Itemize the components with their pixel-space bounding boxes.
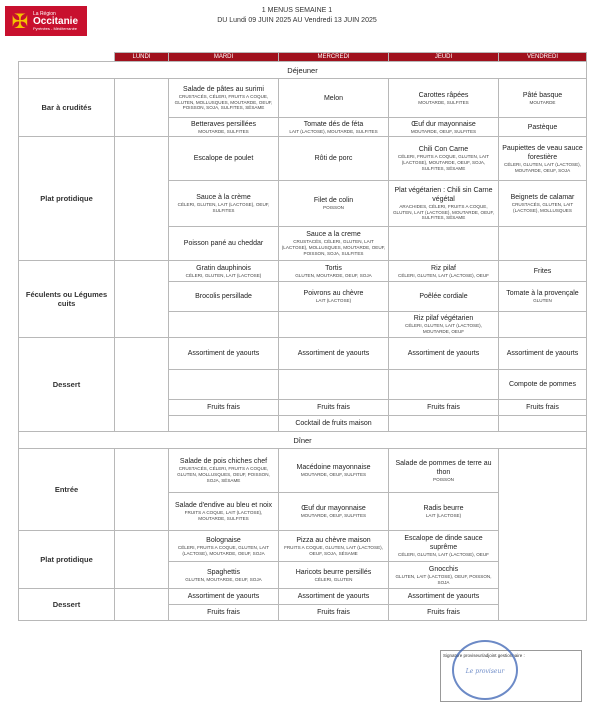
menu-cell-empty xyxy=(389,416,499,432)
allergen-list: MOUTARDE xyxy=(529,99,556,105)
dish-name: Filet de colin xyxy=(313,197,354,205)
section-dejeuner: Déjeuner xyxy=(19,62,587,79)
dish-name: Assortiment de yaourts xyxy=(506,350,579,357)
category-feculents: Féculents ou Légumes cuits xyxy=(19,261,115,338)
menu-cell xyxy=(169,589,279,605)
menu-cell xyxy=(389,261,499,282)
day-header-mardi: MARDI xyxy=(169,53,279,62)
dish-name: Pâté basque xyxy=(522,91,563,99)
dish-name: Escalope de dinde sauce suprême xyxy=(404,535,483,552)
dish-name: Chili Con Carne xyxy=(418,146,469,154)
category-plat-protidique-diner: Plat protidique xyxy=(19,531,115,589)
menu-cell xyxy=(389,312,499,338)
dish-name: Escalope de poulet xyxy=(193,155,254,162)
dish-name: Fruits frais xyxy=(427,609,460,616)
lunch-lundi-feculents xyxy=(115,261,169,338)
allergen-list: GLUTEN, MOUTARDE, OEUF, SOJA xyxy=(185,576,262,582)
menu-cell xyxy=(169,79,279,118)
dish-name: Beignets de calamar xyxy=(510,194,575,202)
menu-cell-empty xyxy=(499,312,587,338)
day-header-jeudi: JEUDI xyxy=(389,53,499,62)
allergen-list: GLUTEN, LAIT (LACTOSE), OEUF, POISSON, SOJA xyxy=(395,573,492,585)
allergen-list: LAIT (LACTOSE), MOUTARDE, SULFITES xyxy=(289,128,378,134)
allergen-list: CÉLERI, FRUITS A COQUE, GLUTEN, LAIT (LACTOSE), MOUTARDE, OEUF, SOJA, SULFITES, SÉSAME xyxy=(397,154,490,171)
allergen-list: GLUTEN, MOUTARDE, OEUF, SOJA xyxy=(295,272,372,278)
menu-cell xyxy=(279,449,389,493)
allergen-list: LAIT (LACTOSE) xyxy=(425,513,462,519)
menu-cell xyxy=(499,400,587,416)
allergen-list: MOUTARDE, SULFITES xyxy=(198,128,249,134)
dish-name: Spaghettis xyxy=(206,568,241,576)
allergen-list: CÉLERI, GLUTEN, LAIT (LACTOSE), OEUF, SULFITES xyxy=(177,202,270,213)
dish-name: Sauce à la crème xyxy=(196,194,251,202)
dish-name: Assortiment de yaourts xyxy=(407,593,480,600)
menu-cell xyxy=(499,79,587,118)
dinner-lundi-entree xyxy=(115,449,169,531)
dish-name: Assortiment de yaourts xyxy=(297,593,370,600)
category-bar-crudites: Bar à crudités xyxy=(19,79,115,137)
menu-cell xyxy=(169,400,279,416)
dish-name: Pizza au chèvre maison xyxy=(296,536,371,544)
category-dessert-diner: Dessert xyxy=(19,589,115,621)
dish-name: Frites xyxy=(533,267,552,275)
section-diner: Dîner xyxy=(19,432,587,449)
menu-cell xyxy=(169,137,279,181)
dish-name: Radis beurre xyxy=(423,505,464,513)
menu-cell xyxy=(169,227,279,261)
allergen-list: FRUITS A COQUE, LAIT (LACTOSE), MOUTARDE, SULFITES xyxy=(184,510,263,521)
dish-name: Fruits frais xyxy=(526,404,559,411)
dinner-lundi-dessert xyxy=(115,589,169,621)
menu-cell-empty xyxy=(389,370,499,400)
dish-name: Riz pilaf végétarien xyxy=(413,315,474,323)
category-entree: Entrée xyxy=(19,449,115,531)
dish-name: Rôti de porc xyxy=(314,155,353,162)
menu-cell xyxy=(499,338,587,370)
menu-cell xyxy=(169,449,279,493)
dish-name: Betteraves persillées xyxy=(191,120,256,128)
dish-name: Salade d'endive au bleu et noix xyxy=(174,502,273,510)
allergen-list: CRUSTACÉS, CÉLERI, GLUTEN, LAIT (LACTOSE), MOLLUSQUES, MOUTARDE, OEUF, POISSON, SOJA, SULFITES xyxy=(281,239,386,256)
dish-name: Assortiment de yaourts xyxy=(187,350,260,357)
dish-name: Compote de pommes xyxy=(509,381,576,388)
category-plat-protidique: Plat protidique xyxy=(19,137,115,261)
day-header-vendredi: VENDREDI xyxy=(499,53,587,62)
menu-week-title: 1 MENUS SEMAINE 1 xyxy=(261,7,333,14)
allergen-list: CÉLERI, GLUTEN, LAIT (LACTOSE), MOUTARDE, OEUF xyxy=(405,323,482,334)
menu-cell xyxy=(169,261,279,282)
day-header-lundi: LUNDI xyxy=(115,53,169,62)
occitan-cross-icon: ✠ xyxy=(11,9,29,33)
lunch-lundi-crudites xyxy=(115,79,169,137)
dish-name: Assortiment de yaourts xyxy=(297,350,370,357)
menu-cell xyxy=(279,605,389,621)
allergen-list: CÉLERI, GLUTEN, LAIT (LACTOSE) xyxy=(185,272,262,278)
dish-name: Fruits frais xyxy=(207,609,240,616)
menu-cell xyxy=(499,181,587,227)
menu-cell xyxy=(389,79,499,118)
dish-name: Salade de pâtes au surimi xyxy=(183,85,264,93)
menu-cell xyxy=(389,589,499,605)
menu-cell-empty xyxy=(169,312,279,338)
dish-name: Tortis xyxy=(325,264,342,272)
allergen-list: CÉLERI, GLUTEN, LAIT (LACTOSE), OEUF xyxy=(398,552,489,558)
corner-cell xyxy=(19,53,115,62)
allergen-list: LAIT (LACTOSE) xyxy=(315,298,352,304)
category-dessert: Dessert xyxy=(19,338,115,432)
allergen-list: CRUSTACÉS, GLUTEN, LAIT (LACTOSE), MOLLUSQUES xyxy=(511,202,574,213)
stamp-text: Le proviseur xyxy=(465,668,505,675)
menu-cell xyxy=(169,181,279,227)
dish-name: Melon xyxy=(323,94,344,102)
menu-cell-empty xyxy=(279,312,389,338)
dish-name: Poêlée cordiale xyxy=(419,293,468,300)
menu-cell xyxy=(279,261,389,282)
allergen-list: POISSON xyxy=(433,476,454,482)
menu-cell xyxy=(169,493,279,531)
dish-name: Salade de pois chiches chef xyxy=(179,458,268,466)
dish-name: Assortiment de yaourts xyxy=(187,593,260,600)
menu-cell xyxy=(169,531,279,562)
signature-label: Signature proviseur/adjoint gestionnaire : xyxy=(443,653,525,658)
dish-name: Gnocchis xyxy=(428,565,459,573)
menu-cell xyxy=(389,282,499,312)
menu-cell xyxy=(389,449,499,493)
menu-cell xyxy=(279,118,389,137)
menu-cell xyxy=(169,605,279,621)
allergen-list: CRUSTACÉS, CÉLERI, FRUITS A COQUE, GLUTEN, MOLLUSQUES, MOUTARDE, OEUF, POISSON, SOJA, SULFITES, SÉSAME xyxy=(174,93,273,111)
menu-cell-empty xyxy=(499,227,587,261)
menu-cell xyxy=(279,79,389,118)
menu-cell xyxy=(169,338,279,370)
dish-name: Brocolis persillade xyxy=(195,293,252,300)
menu-cell xyxy=(279,227,389,261)
allergen-list: CÉLERI, FRUITS A COQUE, GLUTEN, LAIT (LACTOSE), MOUTARDE, OEUF, SOJA xyxy=(177,544,270,556)
menu-cell-empty xyxy=(389,227,499,261)
allergen-list: MOUTARDE, OEUF, SULFITES xyxy=(410,128,477,134)
menu-cell xyxy=(279,531,389,562)
dish-name: Fruits frais xyxy=(317,404,350,411)
menu-cell xyxy=(389,137,499,181)
menu-cell xyxy=(389,605,499,621)
dish-name: Tomate dés de féta xyxy=(303,120,364,128)
dish-name: Macédoine mayonnaise xyxy=(296,464,371,472)
dish-name: Tomate à la provençale xyxy=(506,290,579,298)
allergen-list: MOUTARDE, OEUF, SULFITES xyxy=(300,513,367,519)
menu-cell xyxy=(279,137,389,181)
dish-name: Œuf dur mayonnaise xyxy=(301,505,366,513)
dish-name: Fruits frais xyxy=(317,609,350,616)
allergen-list: FRUITS A COQUE, GLUTEN, LAIT (LACTOSE), OEUF, SOJA, SÉSAME xyxy=(284,544,383,556)
menu-cell xyxy=(279,400,389,416)
allergen-list: GLUTEN xyxy=(533,298,552,304)
dish-name: Gratin dauphinois xyxy=(196,264,251,272)
menu-cell xyxy=(279,562,389,589)
menu-cell xyxy=(279,493,389,531)
allergen-list: MOUTARDE, SULFITES xyxy=(418,99,469,105)
logo-line-3: Pyrénées - Méditerranée xyxy=(33,25,78,31)
menu-cell xyxy=(279,589,389,605)
menu-cell xyxy=(389,562,499,589)
menu-cell xyxy=(499,370,587,400)
allergen-list: MOUTARDE, OEUF, SULFITES xyxy=(300,472,367,478)
menu-cell xyxy=(499,137,587,181)
logo-line-2: Occitanie xyxy=(33,15,79,27)
menu-cell xyxy=(499,118,587,137)
dish-name: Œuf dur mayonnaise xyxy=(411,120,476,128)
menu-date-range: DU Lundi 09 JUIN 2025 AU Vendredi 13 JUIN 2025 xyxy=(217,17,377,24)
dinner-lundi-proteique xyxy=(115,531,169,589)
lunch-lundi-proteique xyxy=(115,137,169,261)
menu-header xyxy=(0,6,594,26)
allergen-list: ARACHIDES, CÉLERI, FRUITS A COQUE, GLUTEN, LAIT (LACTOSE), MOUTARDE, OEUF, SULFITES, SÉSAME xyxy=(392,203,495,221)
menu-cell xyxy=(169,562,279,589)
allergen-list: CÉLERI, GLUTEN, LAIT (LACTOSE), OEUF xyxy=(398,272,489,278)
dish-name: Pastèque xyxy=(527,123,558,131)
menu-cell xyxy=(169,118,279,137)
menu-cell xyxy=(279,338,389,370)
dish-name: Cocktail de fruits maison xyxy=(295,420,372,427)
allergen-list: CÉLERI, GLUTEN, LAIT (LACTOSE), MOUTARDE, OEUF, SOJA xyxy=(504,161,581,173)
school-stamp xyxy=(452,640,518,700)
menu-cell xyxy=(169,282,279,312)
menu-cell-empty xyxy=(279,370,389,400)
dish-name: Carottes râpées xyxy=(418,91,469,99)
dish-name: Sauce a la creme xyxy=(306,231,361,239)
menu-cell xyxy=(499,282,587,312)
menu-cell-empty xyxy=(499,416,587,432)
menu-table xyxy=(18,52,587,621)
menu-cell xyxy=(279,416,389,432)
dish-name: Salade de pommes de terre au thon xyxy=(395,459,492,476)
dish-name: Riz pilaf xyxy=(431,264,456,272)
menu-cell xyxy=(389,493,499,531)
dish-name: Haricots beurre persillés xyxy=(295,568,372,576)
menu-cell xyxy=(389,118,499,137)
dish-name: Fruits frais xyxy=(427,404,460,411)
menu-cell-empty xyxy=(169,370,279,400)
dish-name: Assortiment de yaourts xyxy=(407,350,480,357)
dish-name: Bolognaise xyxy=(206,536,241,544)
allergen-list: CRUSTACÉS, CÉLERI, FRUITS A COQUE, GLUTEN, MOLLUSQUES, OEUF, POISSON, SOJA, SÉSAME xyxy=(177,466,270,483)
menu-cell xyxy=(389,400,499,416)
lunch-lundi-dessert xyxy=(115,338,169,432)
allergen-list: CÉLERI, GLUTEN xyxy=(314,576,353,582)
menu-cell xyxy=(389,531,499,562)
dish-name: Poisson pané au cheddar xyxy=(183,240,264,247)
menu-cell xyxy=(389,181,499,227)
dish-name: Fruits frais xyxy=(207,404,240,411)
day-header-row xyxy=(19,53,587,62)
dish-name: Poivrons au chèvre xyxy=(303,290,364,298)
menu-cell xyxy=(499,261,587,282)
dish-name: Plat végétarien : Chili sin Carne végétal xyxy=(394,186,493,203)
allergen-list: POISSON xyxy=(323,205,344,211)
dinner-vendredi xyxy=(499,449,587,621)
logo-line-1: La Région xyxy=(33,10,56,17)
menu-cell xyxy=(389,338,499,370)
menu-cell xyxy=(279,181,389,227)
day-header-mercredi: MERCREDI xyxy=(279,53,389,62)
menu-cell-empty xyxy=(169,416,279,432)
dish-name: Paupiettes de veau sauce forestière xyxy=(502,144,583,161)
menu-cell xyxy=(279,282,389,312)
